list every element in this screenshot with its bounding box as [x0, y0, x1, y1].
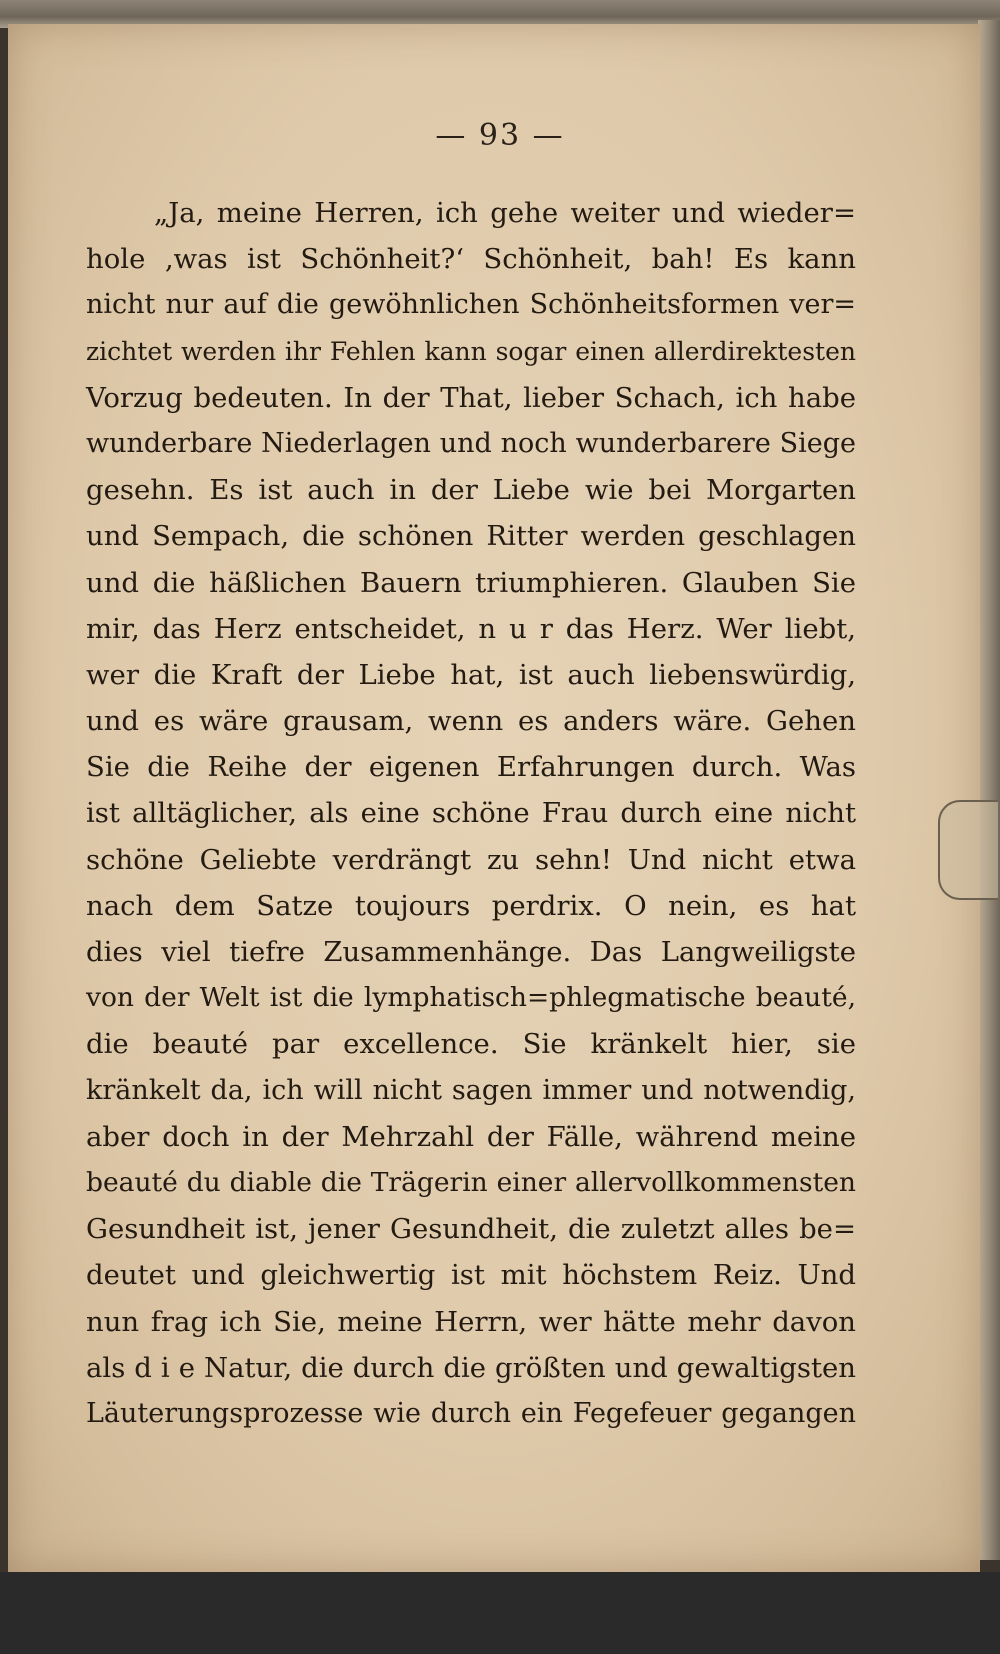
text-line: „Ja, meine Herren, ich gehe weiter und wieder=	[154, 197, 856, 229]
text-line: Sie die Reihe der eigenen Erfahrungen durch. Was	[86, 751, 856, 784]
page-tab-marker	[938, 800, 998, 900]
text-line: wer die Kraft der Liebe hat, ist auch liebenswürdig,	[86, 658, 856, 691]
text-line: die beauté par excellence. Sie kränkelt hier, sie	[86, 1028, 856, 1061]
text-line: und die häßlichen Bauern triumphieren. Glauben Sie	[86, 566, 856, 599]
text-line: als d i e Natur, die durch die größten und gewaltigsten	[86, 1351, 856, 1384]
page-number: — 93 —	[435, 118, 565, 153]
text-line: Läuterungsprozesse wie durch ein Fegefeuer gegangen	[86, 1397, 856, 1429]
text-line: gesehn. Es ist auch in der Liebe wie bei Morgarten	[86, 474, 856, 507]
text-line: zichtet werden ihr Fehlen kann sogar einen allerdirektesten	[86, 336, 856, 366]
text-line: ist alltäglicher, als eine schöne Frau durch eine nicht	[86, 797, 856, 830]
text-line: nicht nur auf die gewöhnlichen Schönheitsformen ver=	[86, 289, 856, 321]
text-line: wunderbare Niederlagen und noch wunderbarere Siege	[86, 427, 856, 459]
text-line: aber doch in der Mehrzahl der Fälle, während meine	[86, 1120, 856, 1153]
text-line: nach dem Satze toujours perdrix. O nein, es hat	[86, 889, 856, 922]
text-line: von der Welt ist die lymphatisch=phlegmatische beauté,	[86, 982, 856, 1014]
text-line: hole ‚was ist Schönheit?‘ Schönheit, bah! Es kann	[86, 243, 856, 276]
text-line: mir, das Herz entscheidet, n u r das Herz. Wer liebt,	[86, 612, 856, 645]
text-line: dies viel tiefre Zusammenhänge. Das Langweiligste	[86, 936, 856, 968]
text-line: schöne Geliebte verdrängt zu sehn! Und nicht etwa	[86, 843, 856, 876]
text-line: Vorzug bedeuten. In der That, lieber Schach, ich habe	[86, 381, 856, 414]
text-line: beauté du diable die Trägerin einer allervollkommensten	[86, 1166, 856, 1198]
text-line: und Sempach, die schönen Ritter werden geschlagen	[86, 520, 856, 553]
text-line: deutet und gleichwertig ist mit höchstem Reiz. Und	[86, 1259, 856, 1292]
page-edge-right	[978, 20, 1000, 1560]
text-line: kränkelt da, ich will nicht sagen immer und notwendig,	[86, 1074, 856, 1106]
text-line: nun frag ich Sie, meine Herrn, wer hätte mehr davon	[86, 1305, 856, 1338]
text-line: Gesundheit ist, jener Gesundheit, die zuletzt alles be=	[86, 1213, 856, 1246]
text-line: und es wäre grausam, wenn es anders wäre. Gehen	[86, 705, 856, 738]
body-text	[86, 190, 856, 1437]
